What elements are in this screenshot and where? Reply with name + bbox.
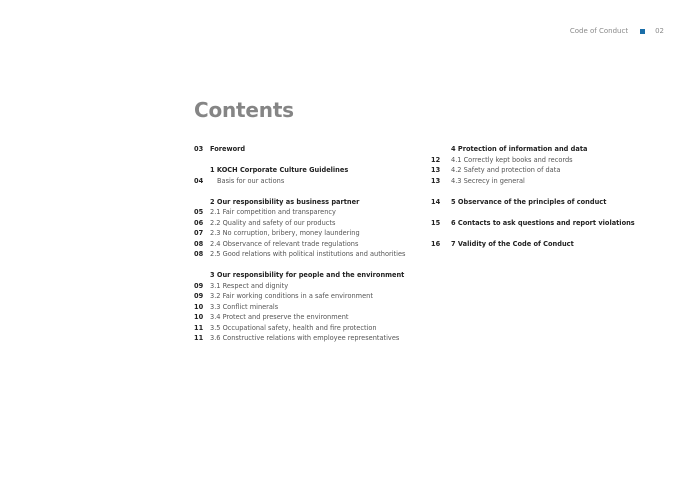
toc-page-number: [194, 270, 210, 281]
toc-page-number: 07: [194, 229, 204, 237]
page-header: [570, 27, 664, 35]
toc-subsection-label: Basis for our actions: [217, 176, 285, 185]
toc-subsection-label: 3.1 Respect and dignity: [210, 281, 289, 290]
toc-entry[interactable]: [194, 239, 405, 250]
toc-page-number: 10: [194, 302, 204, 311]
toc-entry[interactable]: [194, 144, 405, 155]
toc-entry[interactable]: [194, 176, 405, 187]
toc-entry[interactable]: [431, 239, 635, 250]
toc-entry[interactable]: [194, 218, 405, 229]
toc-page-number: 03: [194, 145, 204, 153]
toc-spacer: [431, 228, 635, 239]
toc-spacer: [194, 260, 405, 271]
toc-section-heading: 5 Observance of the principles of conduct: [451, 197, 607, 206]
toc-entry[interactable]: [194, 228, 405, 239]
toc-page-number: 06: [194, 218, 204, 227]
toc-entry[interactable]: [194, 291, 405, 302]
toc-entry[interactable]: [194, 197, 405, 208]
toc-subsection-label: 4.2 Safety and protection of data: [451, 166, 561, 174]
toc-entry[interactable]: [194, 207, 405, 218]
toc-page-number: 13: [431, 176, 441, 185]
toc-page-number: 04: [194, 176, 204, 185]
toc-entry[interactable]: [431, 144, 635, 155]
toc-subsection-label: 4.3 Secrecy in general: [451, 176, 525, 185]
toc-subsection-label: 3.6 Constructive relations with employee representatives: [210, 334, 400, 342]
toc-page-number: 15: [431, 218, 441, 227]
toc-entry[interactable]: [194, 302, 405, 313]
toc-page-number: 10: [194, 313, 204, 321]
toc-page-number: 05: [194, 208, 204, 216]
toc-page-number: 12: [431, 155, 441, 164]
toc-subsection-label: 2.3 No corruption, bribery, money laundering: [210, 229, 360, 237]
toc-entry[interactable]: [194, 281, 405, 292]
toc-page-number: 11: [194, 334, 204, 342]
toc-page-number: 08: [194, 250, 204, 258]
toc-subsection-label: 2.1 Fair competition and transparency: [210, 208, 336, 216]
toc-page-number: 09: [194, 281, 204, 290]
toc-subsection-label: 3.2 Fair working conditions in a safe environment: [210, 292, 373, 300]
toc-spacer: [194, 186, 405, 197]
toc-entry[interactable]: [194, 249, 405, 260]
toc-spacer: [431, 186, 635, 197]
toc-page-number: [194, 197, 210, 208]
toc-section-heading: 7 Validity of the Code of Conduct: [451, 239, 574, 248]
toc-page-number: 13: [431, 166, 441, 174]
toc-page-number: 08: [194, 239, 204, 248]
toc-entry[interactable]: [431, 197, 635, 208]
toc-entry[interactable]: [431, 155, 635, 166]
toc-subsection-label: 2.4 Observance of relevant trade regulations: [210, 239, 359, 248]
toc-entry[interactable]: [194, 312, 405, 323]
toc-page-number: [431, 144, 451, 155]
toc-page-number: 14: [431, 197, 441, 206]
toc-entry[interactable]: [431, 218, 635, 229]
document-title: Code of Conduct: [569, 27, 629, 35]
toc-entry[interactable]: [194, 270, 405, 281]
toc-subsection-label: 3.5 Occupational safety, health and fire protection: [210, 323, 377, 332]
toc-section-heading: 1 KOCH Corporate Culture Guidelines: [210, 166, 349, 174]
toc-subsection-label: 2.5 Good relations with political institutions and authorities: [210, 250, 406, 258]
toc-section-heading: 3 Our responsibility for people and the environment: [210, 271, 405, 279]
accent-square-icon: [640, 29, 645, 34]
toc-entry[interactable]: [194, 165, 405, 176]
toc-entry[interactable]: [194, 333, 405, 344]
toc-section-heading: 4 Protection of information and data: [451, 145, 588, 153]
toc-subsection-label: 3.4 Protect and preserve the environment: [210, 313, 349, 321]
toc-entry[interactable]: [431, 165, 635, 176]
toc-page-number: 11: [194, 323, 204, 332]
toc-entry[interactable]: [431, 176, 635, 187]
page-title: Contents: [194, 98, 294, 122]
toc-subsection-label: 4.1 Correctly kept books and records: [451, 155, 573, 164]
toc-section-heading: 6 Contacts to ask questions and report violations: [451, 218, 635, 227]
page-number: 02: [655, 27, 664, 35]
toc-section-heading: 2 Our responsibility as business partner: [210, 197, 360, 206]
toc-entry[interactable]: [194, 323, 405, 334]
toc-subsection-label: 2.2 Quality and safety of our products: [210, 218, 336, 227]
toc-spacer: [194, 155, 405, 166]
toc-page-number: 09: [194, 292, 204, 300]
toc-subsection-label: 3.3 Conflict minerals: [210, 302, 279, 311]
toc-page-number: 16: [431, 239, 441, 248]
toc-spacer: [431, 207, 635, 218]
toc-page-number: [194, 165, 210, 176]
toc-right-column: [431, 144, 635, 249]
toc-section-heading: Foreword: [210, 145, 246, 153]
toc-left-column: [194, 144, 405, 344]
